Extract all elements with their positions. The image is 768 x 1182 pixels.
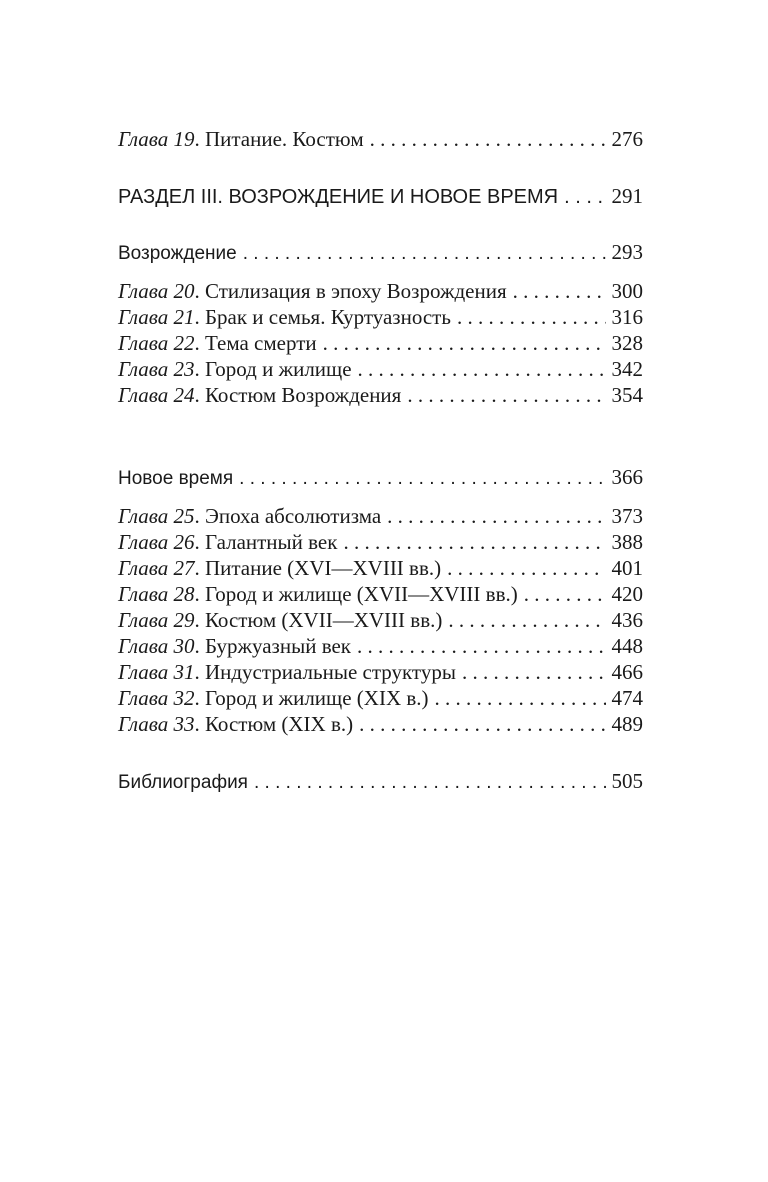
toc-entry-label: [118, 278, 507, 304]
leader-dots: [254, 770, 606, 796]
leader-dots: [564, 184, 605, 210]
chapter-prefix: Глава 28: [118, 582, 195, 606]
chapter-title: . Тема смерти: [194, 331, 317, 355]
toc-entry-label: [118, 126, 364, 152]
chapter-prefix: Глава 24: [118, 383, 195, 407]
leader-dots: [243, 241, 606, 267]
leader-dots: [343, 529, 605, 555]
toc-entry-label: [118, 529, 337, 555]
toc-entry-chapter-27: [118, 555, 643, 581]
toc-entry-label: [118, 685, 429, 711]
page-number: 448: [611, 634, 643, 658]
chapter-title: . Эпоха абсолютизма: [194, 504, 382, 528]
toc-entry-chapter-33: [118, 711, 643, 737]
page-number: 489: [611, 712, 643, 736]
toc-entry-chapter-31: [118, 659, 643, 685]
toc-entry-label: [118, 356, 352, 382]
toc-entry-chapter-22: [118, 330, 643, 356]
chapter-title: . Город и жилище (XVII—XVIII вв.): [194, 582, 518, 606]
chapter-title: . Буржуазный век: [194, 634, 352, 658]
chapter-prefix: Глава 29: [118, 608, 195, 632]
toc-entry-bibliography: [118, 768, 643, 796]
chapter-prefix: Глава 23: [118, 357, 195, 381]
chapter-prefix: Глава 20: [118, 279, 195, 303]
chapter-title: . Галантный век: [194, 530, 338, 554]
toc-entry-label: [118, 581, 518, 607]
toc-entry-renaissance: [118, 239, 643, 267]
toc-entry-section-3: [118, 183, 643, 210]
page-number: 420: [611, 582, 643, 606]
page-number: 474: [611, 686, 643, 710]
toc-entry-chapter-29: [118, 607, 643, 633]
chapter-title: . Питание (XVI—XVIII вв.): [194, 556, 442, 580]
toc-entry-chapter-20: [118, 278, 643, 304]
toc-entry-label: [118, 304, 451, 330]
chapter-prefix: Глава 33: [118, 712, 195, 736]
chapter-title: . Костюм Возрождения: [194, 383, 402, 407]
page-number: 276: [611, 127, 643, 151]
toc-entry-label: [118, 382, 401, 408]
chapter-title: . Город и жилище: [194, 357, 352, 381]
toc-entry-chapter-26: [118, 529, 643, 555]
page-number: 366: [611, 465, 643, 489]
chapter-prefix: Глава 19: [118, 127, 195, 151]
page-number: 291: [611, 184, 643, 208]
leader-dots: [387, 503, 605, 529]
toc-entry-label: [118, 607, 442, 633]
leader-dots: [524, 581, 606, 607]
toc-entry-label: [118, 711, 353, 737]
chapter-title: . Брак и семья. Куртуазность: [194, 305, 451, 329]
part-title: Возрождение: [118, 243, 237, 264]
leader-dots: [513, 278, 606, 304]
toc-entry-label: [118, 659, 456, 685]
toc-entry-chapter-19: [118, 126, 643, 152]
page-number: 342: [611, 357, 643, 381]
toc-entry-chapter-21: [118, 304, 643, 330]
page-number: 401: [611, 556, 643, 580]
toc-entry-chapter-23: [118, 356, 643, 382]
chapter-title: . Индустриальные структуры: [194, 660, 456, 684]
chapter-prefix: Глава 30: [118, 634, 195, 658]
leader-dots: [370, 126, 606, 152]
leader-dots: [407, 382, 605, 408]
leader-dots: [323, 330, 606, 356]
toc-entry-chapter-28: [118, 581, 643, 607]
leader-dots: [358, 356, 606, 382]
section-title: РАЗДЕЛ III. ВОЗРОЖДЕНИЕ И НОВОЕ ВРЕМЯ: [118, 186, 559, 208]
chapter-prefix: Глава 27: [118, 556, 195, 580]
chapter-title: . Город и жилище (XIX в.): [194, 686, 429, 710]
part-title: Библиография: [118, 772, 248, 793]
chapter-title: . Стилизация в эпоху Возрождения: [194, 279, 507, 303]
toc-entry-modern: [118, 464, 643, 492]
leader-dots: [357, 633, 605, 659]
toc-entry-label: [118, 633, 351, 659]
chapter-prefix: Глава 32: [118, 686, 195, 710]
toc-entry-chapter-32: [118, 685, 643, 711]
page-number: 505: [611, 769, 643, 793]
toc-entry-label: [118, 555, 441, 581]
toc-entry-label: [118, 330, 317, 356]
leader-dots: [359, 711, 605, 737]
toc-entry-chapter-30: [118, 633, 643, 659]
chapter-prefix: Глава 21: [118, 305, 195, 329]
leader-dots: [239, 466, 605, 492]
page-number: 300: [611, 279, 643, 303]
toc-entry-chapter-25: [118, 503, 643, 529]
page-number: 436: [611, 608, 643, 632]
page-number: 293: [611, 240, 643, 264]
chapter-prefix: Глава 26: [118, 530, 195, 554]
chapter-title: . Костюм (XIX в.): [194, 712, 354, 736]
page-number: 466: [611, 660, 643, 684]
page-number: 354: [611, 383, 643, 407]
part-title: Новое время: [118, 468, 234, 489]
chapter-prefix: Глава 25: [118, 504, 195, 528]
leader-dots: [462, 659, 606, 685]
chapter-prefix: Глава 31: [118, 660, 195, 684]
toc-entry-label: [118, 503, 381, 529]
page-number: 328: [611, 331, 643, 355]
leader-dots: [448, 607, 605, 633]
chapter-title: . Костюм (XVII—XVIII вв.): [194, 608, 443, 632]
page-number: 388: [611, 530, 643, 554]
page-number: 373: [611, 504, 643, 528]
leader-dots: [435, 685, 606, 711]
chapter-title: . Питание. Костюм: [194, 127, 364, 151]
toc-entry-chapter-24: [118, 382, 643, 408]
leader-dots: [447, 555, 605, 581]
page-number: 316: [611, 305, 643, 329]
leader-dots: [457, 304, 606, 330]
chapter-prefix: Глава 22: [118, 331, 195, 355]
